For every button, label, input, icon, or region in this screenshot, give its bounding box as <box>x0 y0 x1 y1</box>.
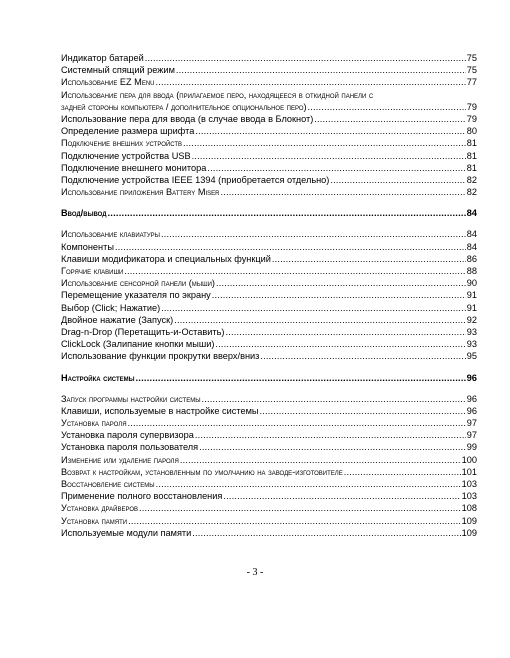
leader-dots <box>314 113 465 125</box>
leader-dots <box>136 372 466 384</box>
toc-entry[interactable] <box>61 527 477 539</box>
entry-title: Запуск программы настройки системы <box>61 393 201 404</box>
toc-entry[interactable] <box>61 490 477 502</box>
entry-title-line1: Использование пера для ввода (прилагаемое перо, находящееся в откидной панели с <box>61 89 374 100</box>
page-number: - 3 - <box>246 567 264 578</box>
table-of-contents <box>61 52 477 539</box>
leader-dots <box>128 515 461 527</box>
toc-entry[interactable] <box>61 393 477 405</box>
toc-entry[interactable] <box>61 429 477 441</box>
leader-dots <box>139 502 461 514</box>
entry-page: 109 <box>461 515 477 526</box>
leader-dots <box>272 253 466 265</box>
leader-dots <box>192 150 466 162</box>
spacer <box>61 219 477 228</box>
toc-entry[interactable] <box>61 350 477 362</box>
entry-page: 96 <box>466 405 477 416</box>
entry-title: Drag-n-Drop (Перетащить-и-Оставить) <box>61 326 225 337</box>
toc-chapter-system-setup[interactable] <box>61 372 477 384</box>
toc-entry[interactable] <box>61 228 477 240</box>
toc-entry[interactable] <box>61 253 477 265</box>
leader-dots <box>176 64 466 76</box>
entry-page: 103 <box>461 479 477 489</box>
entry-title: Перемещение указателя по экрану <box>61 290 211 301</box>
toc-entry[interactable] <box>61 405 477 417</box>
chapter-title: Ввод/вывод <box>61 208 107 219</box>
entry-page: 95 <box>466 351 477 362</box>
entry-page: 79 <box>466 113 477 124</box>
entry-page: 81 <box>466 138 477 149</box>
toc-entry[interactable] <box>61 113 477 125</box>
leader-dots <box>156 76 466 88</box>
toc-entry[interactable] <box>61 125 477 137</box>
spacer <box>61 384 477 393</box>
leader-dots <box>195 429 466 441</box>
entry-title: Установка пароля пользователя <box>61 442 199 453</box>
toc-entry[interactable] <box>61 338 477 350</box>
toc-section-3 <box>61 393 477 539</box>
leader-dots <box>195 125 465 137</box>
entry-title: Возврат к настройкам, установленным по умолчанию на заводе-изготовителе <box>61 466 343 477</box>
entry-page: 80 <box>466 126 477 137</box>
leader-dots <box>225 326 465 338</box>
toc-entry[interactable] <box>61 502 477 514</box>
toc-entry[interactable] <box>61 466 477 478</box>
entry-page: 108 <box>461 503 477 514</box>
entry-page: 97 <box>466 418 477 429</box>
toc-entry[interactable] <box>61 64 477 76</box>
entry-page: 90 <box>466 278 477 289</box>
entry-page: 82 <box>466 174 477 185</box>
leader-dots <box>260 350 465 362</box>
entry-title: Установка памяти <box>61 515 128 526</box>
entry-title: Установка пароля супервизора <box>61 430 194 441</box>
entry-page: 93 <box>466 326 477 337</box>
entry-page: 84 <box>466 229 477 240</box>
leader-dots <box>212 289 466 301</box>
toc-entry[interactable] <box>61 314 477 326</box>
toc-entry[interactable] <box>61 241 477 253</box>
entry-page: 81 <box>466 162 477 173</box>
leader-dots <box>108 207 466 219</box>
toc-entry[interactable] <box>61 174 477 186</box>
entry-title: Применение полного восстановления <box>61 491 223 502</box>
toc-entry[interactable] <box>61 441 477 453</box>
entry-page: 101 <box>461 466 477 477</box>
toc-entry[interactable] <box>61 515 477 527</box>
entry-title: Использование приложения Battery Miser <box>61 187 220 198</box>
spacer <box>61 363 477 372</box>
leader-dots <box>180 454 461 466</box>
leader-dots <box>115 241 466 253</box>
leader-dots <box>223 490 460 502</box>
chapter-page: 96 <box>466 371 477 383</box>
leader-dots <box>215 338 465 350</box>
entry-page: 81 <box>466 150 477 161</box>
toc-entry[interactable] <box>61 137 477 149</box>
entry-title: Подключение внешнего монитора <box>61 162 207 173</box>
toc-section-2 <box>61 228 477 362</box>
entry-page: 86 <box>466 253 477 264</box>
entry-title: Использование сенсорной панели (мыши) <box>61 278 215 289</box>
leader-dots <box>260 405 466 417</box>
leader-dots <box>174 314 466 326</box>
entry-title: Двойное нажатие (Запуск) <box>61 314 174 325</box>
entry-page: 75 <box>466 53 477 63</box>
entry-title: Подключение устройства USB <box>61 150 191 161</box>
entry-title: Компоненты <box>61 241 114 252</box>
entry-title: Определение размера шрифта <box>61 126 195 137</box>
leader-dots <box>145 52 466 64</box>
entry-title: Изменение или удаление пароля <box>61 454 179 465</box>
toc-entry[interactable] <box>61 89 477 113</box>
entry-page: 88 <box>466 266 477 276</box>
entry-page: 75 <box>466 65 477 76</box>
entry-page: 97 <box>466 430 477 441</box>
entry-page: 91 <box>466 302 477 313</box>
entry-page: 109 <box>461 527 477 538</box>
leader-dots <box>124 265 465 277</box>
toc-entry[interactable] <box>61 265 477 277</box>
chapter-title: Настройка системы <box>61 372 135 383</box>
toc-section-1 <box>61 52 477 198</box>
leader-dots <box>344 466 461 478</box>
toc-entry[interactable] <box>61 478 477 490</box>
entry-page: 79 <box>466 101 477 112</box>
spacer <box>61 198 477 207</box>
entry-page: 99 <box>466 442 477 453</box>
leader-dots <box>202 393 466 405</box>
leader-dots <box>216 277 466 289</box>
toc-entry[interactable] <box>61 162 477 174</box>
leader-dots <box>308 101 466 113</box>
leader-dots <box>161 228 466 240</box>
entry-title: Выбор (Click; Нажатие) <box>61 302 161 313</box>
leader-dots <box>221 186 466 198</box>
leader-dots <box>199 441 466 453</box>
entry-title: Системный спящий режим <box>61 65 175 76</box>
entry-title-line2: задней стороны компьютера / дополнительное опциональное перо) <box>61 101 307 112</box>
leader-dots <box>128 417 466 429</box>
entry-page: 103 <box>461 491 477 502</box>
entry-title: Использование клавиатуры <box>61 229 160 240</box>
entry-page: 84 <box>466 241 477 252</box>
entry-page: 93 <box>466 339 477 350</box>
toc-entry[interactable] <box>61 76 477 88</box>
entry-title: Восстановление системы <box>61 479 155 489</box>
leader-dots <box>207 162 465 174</box>
entry-title: Подключение внешних устройств <box>61 138 182 149</box>
entry-title: Клавиши, используемые в настройке системы <box>61 405 259 416</box>
toc-entry[interactable] <box>61 289 477 301</box>
toc-entry[interactable] <box>61 326 477 338</box>
entry-title: Использование пера для ввода (в случае ввода в Блокнот) <box>61 113 314 124</box>
leader-dots <box>161 302 466 314</box>
entry-title: Используемые модули памяти <box>61 527 192 538</box>
entry-title: Горячие клавиши <box>61 266 124 276</box>
toc-chapter-input-output[interactable] <box>61 207 477 219</box>
entry-title: ClickLock (Залипание кнопки мыши) <box>61 339 215 350</box>
entry-page: 100 <box>461 454 477 465</box>
leader-dots <box>183 137 466 149</box>
chapter-page: 84 <box>466 207 477 219</box>
toc-entry[interactable] <box>61 417 477 429</box>
leader-dots <box>330 174 465 186</box>
entry-title: Клавиши модификатора и специальных функций <box>61 253 271 264</box>
leader-dots <box>156 478 461 490</box>
entry-page: 92 <box>466 314 477 325</box>
toc-entry[interactable] <box>61 277 477 289</box>
entry-title: Подключение устройства IEEE 1394 (приобретается отдельно) <box>61 174 330 185</box>
entry-page: 96 <box>466 393 477 404</box>
toc-entry[interactable] <box>61 454 477 466</box>
leader-dots <box>192 527 460 539</box>
toc-entry[interactable] <box>61 186 477 198</box>
entry-title: Установка драйверов <box>61 503 139 514</box>
entry-title: Индикатор батарей <box>61 53 144 63</box>
toc-entry[interactable] <box>61 52 477 64</box>
entry-title-line2-row <box>61 101 477 113</box>
toc-entry[interactable] <box>61 150 477 162</box>
entry-page: 82 <box>466 187 477 198</box>
entry-title: Использование EZ Menu <box>61 77 155 88</box>
entry-page: 77 <box>466 77 477 88</box>
entry-page: 91 <box>466 290 477 301</box>
entry-title: Установка пароля <box>61 418 127 429</box>
entry-title: Использование функции прокрутки вверх/вниз <box>61 351 260 362</box>
toc-entry[interactable] <box>61 302 477 314</box>
